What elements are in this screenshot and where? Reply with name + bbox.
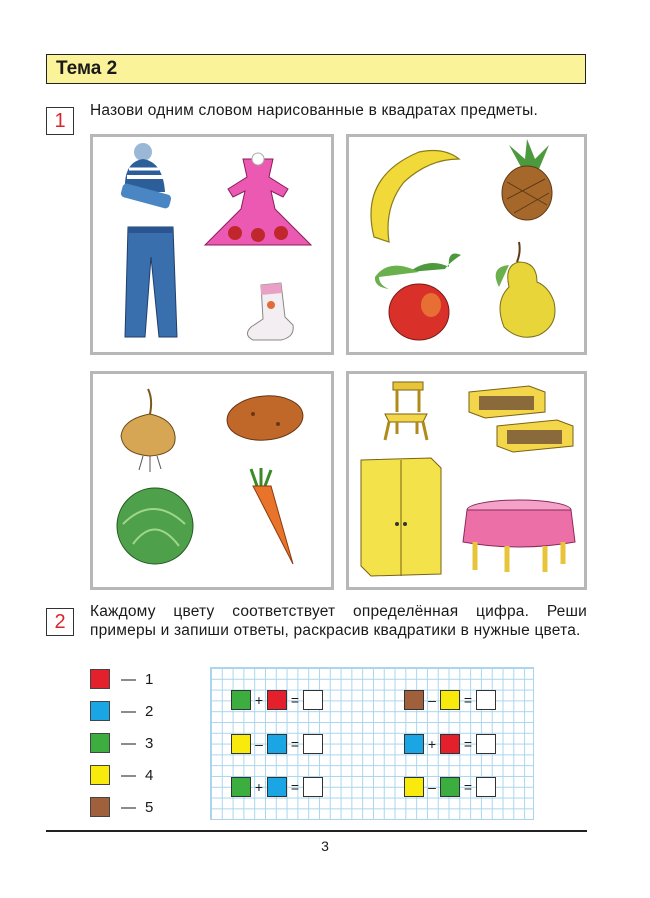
color-swatch-red <box>90 669 110 689</box>
equation <box>404 689 496 711</box>
legend-value: 5 <box>145 798 154 816</box>
task-1-number: 1 <box>46 107 74 135</box>
equals-sign: = <box>290 779 300 795</box>
legend-row <box>90 732 153 754</box>
legend-row <box>90 700 153 722</box>
operator: – <box>255 736 263 752</box>
footer-divider <box>46 830 587 832</box>
color-square[interactable] <box>440 734 460 754</box>
color-swatch-blue <box>90 701 110 721</box>
legend-dash: — <box>121 702 136 720</box>
apple-icon <box>375 254 461 341</box>
answer-square[interactable] <box>476 777 496 797</box>
task-1-text: Назови одним словом нарисованные в квадратах предметы. <box>90 102 538 119</box>
legend-value: 2 <box>145 702 154 720</box>
legend-row <box>90 764 153 786</box>
legend-value: 4 <box>145 766 154 784</box>
legend-row <box>90 796 153 818</box>
legend-value: 3 <box>145 734 154 752</box>
hat-icon <box>120 143 172 209</box>
task-2-number: 2 <box>46 608 74 636</box>
color-square[interactable] <box>267 734 287 754</box>
page-number: 3 <box>321 838 329 854</box>
legend-value: 1 <box>145 670 154 688</box>
potato-icon <box>225 393 305 443</box>
color-square[interactable] <box>231 777 251 797</box>
cabbage-icon <box>117 488 193 564</box>
legend-dash: — <box>121 670 136 688</box>
wardrobe-icon <box>361 458 441 576</box>
color-square[interactable] <box>440 777 460 797</box>
equals-sign: = <box>463 779 473 795</box>
color-square[interactable] <box>231 734 251 754</box>
dress-icon <box>205 153 311 245</box>
answer-square[interactable] <box>476 690 496 710</box>
table-icon <box>463 500 575 572</box>
legend-dash: — <box>121 798 136 816</box>
equation <box>404 776 496 798</box>
topic-header: Тема 2 <box>46 54 586 84</box>
panel-furniture <box>346 371 587 590</box>
legend-row <box>90 668 153 690</box>
answer-square[interactable] <box>303 734 323 754</box>
equation <box>231 733 323 755</box>
panel-fruits <box>346 134 587 355</box>
color-square[interactable] <box>404 690 424 710</box>
equals-sign: = <box>463 736 473 752</box>
color-swatch-yellow <box>90 765 110 785</box>
pear-icon <box>496 242 555 337</box>
operator: + <box>254 779 264 795</box>
answer-square[interactable] <box>303 690 323 710</box>
answer-square[interactable] <box>303 777 323 797</box>
color-square[interactable] <box>404 777 424 797</box>
equation <box>231 776 323 798</box>
color-swatch-brown <box>90 797 110 817</box>
panel-vegetables <box>90 371 334 590</box>
sock-icon <box>247 283 293 340</box>
color-square[interactable] <box>404 734 424 754</box>
equals-sign: = <box>290 736 300 752</box>
chair-icon <box>385 382 427 440</box>
legend-dash: — <box>121 734 136 752</box>
shelf-icon <box>469 386 573 452</box>
operator: + <box>427 736 437 752</box>
onion-icon <box>121 389 175 472</box>
task-2-text: Каждому цвету соответствует определённая цифра. Реши примеры и запиши ответы, раскрасив квадратики в нужные цвета. <box>90 603 587 639</box>
answer-square[interactable] <box>476 734 496 754</box>
equals-sign: = <box>463 692 473 708</box>
banana-icon <box>371 151 459 242</box>
equals-sign: = <box>290 692 300 708</box>
equation <box>404 733 496 755</box>
color-square[interactable] <box>267 777 287 797</box>
color-square[interactable] <box>267 690 287 710</box>
pineapple-icon <box>502 139 552 220</box>
jeans-icon <box>125 227 177 337</box>
operator: + <box>254 692 264 708</box>
legend-dash: — <box>121 766 136 784</box>
equation <box>231 689 323 711</box>
color-square[interactable] <box>231 690 251 710</box>
panel-clothes <box>90 134 334 355</box>
operator: – <box>428 779 436 795</box>
color-swatch-green <box>90 733 110 753</box>
operator: – <box>428 692 436 708</box>
color-square[interactable] <box>440 690 460 710</box>
carrot-icon <box>251 468 293 564</box>
